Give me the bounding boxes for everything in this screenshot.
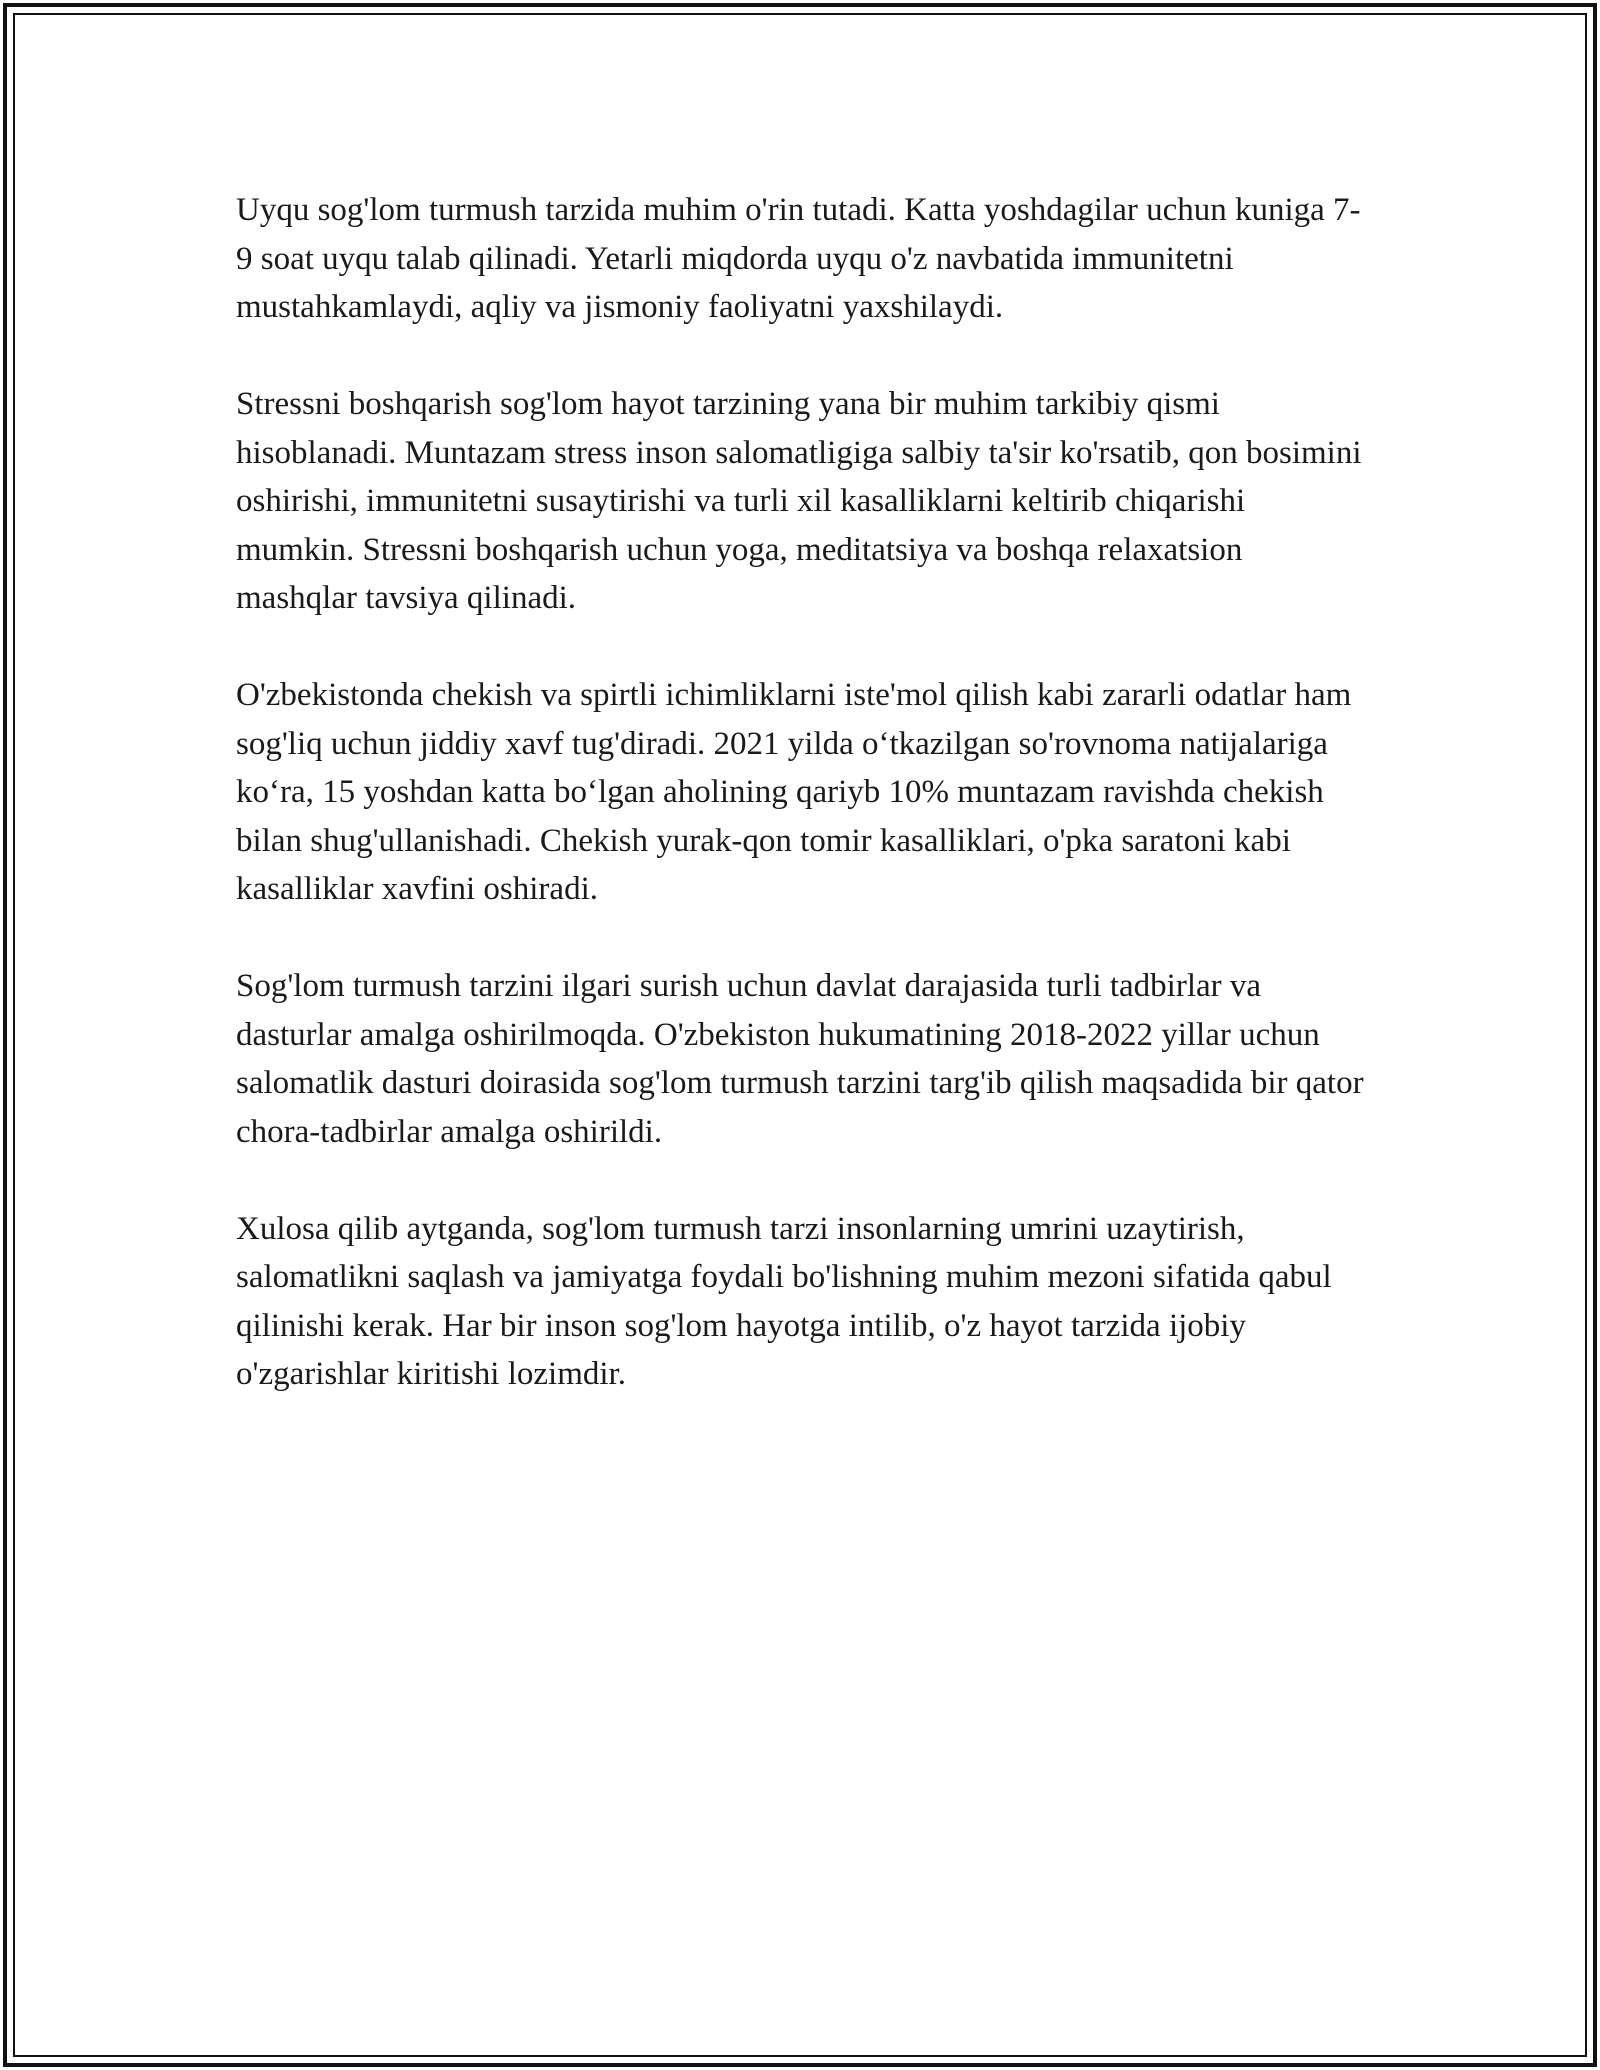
paragraph-smoking: O'zbekistonda chekish va spirtli ichimliklarni iste'mol qilish kabi zararli odatlar ham sog'liq uchun jiddiy xavf tug'diradi. 2021 yilda o‘tkazilgan so'rovnoma natijalariga ko‘ra, 15 yoshdan katta bo‘lgan aholining qariyb 10% muntazam ravishda chekish bilan shug'ullanishadi. Chekish yurak-qon tomir kasalliklari, o'pka saratoni kabi kasalliklar xavfini oshiradi.: [236, 677, 1352, 907]
document-body: [236, 186, 1366, 1447]
paragraph-conclusion: Xulosa qilib aytganda, sog'lom turmush tarzi insonlarning umrini uzaytirish, salomatlikni saqlash va jamiyatga foydali bo'lishning muhim mezoni sifatida qabul qilinishi kerak. Har bir inson sog'lom hayotga intilib, o'z hayot tarzida ijobiy o'zgarishlar kiritishi lozimdir.: [236, 1210, 1332, 1392]
paragraph-government: Sog'lom turmush tarzini ilgari surish uchun davlat darajasida turli tadbirlar va dasturlar amalga oshirilmoqda. O'zbekiston hukumatining 2018-2022 yillar uchun salomatlik dasturi doirasida sog'lom turmush tarzini targ'ib qilish maqsadida bir qator chora-tadbirlar amalga oshirildi.: [236, 968, 1364, 1150]
paragraph-sleep: Uyqu sog'lom turmush tarzida muhim o'rin tutadi. Katta yoshdagilar uchun kuniga 7-9 soat uyqu talab qilinadi. Yetarli miqdorda uyqu o'z navbatida immunitetni mustahkamlaydi, aqliy va jismoniy faoliyatni yaxshilaydi.: [236, 192, 1361, 325]
paragraph-stress: Stressni boshqarish sog'lom hayot tarzining yana bir muhim tarkibiy qismi hisoblanadi. Muntazam stress inson salomatligiga salbiy ta'sir ko'rsatib, qon bosimini oshirishi, immunitetni susaytirishi va turli xil kasalliklarni keltirib chiqarishi mumkin. Stressni boshqarish uchun yoga, meditatsiya va boshqa relaxatsion mashqlar tavsiya qilinadi.: [236, 386, 1362, 616]
